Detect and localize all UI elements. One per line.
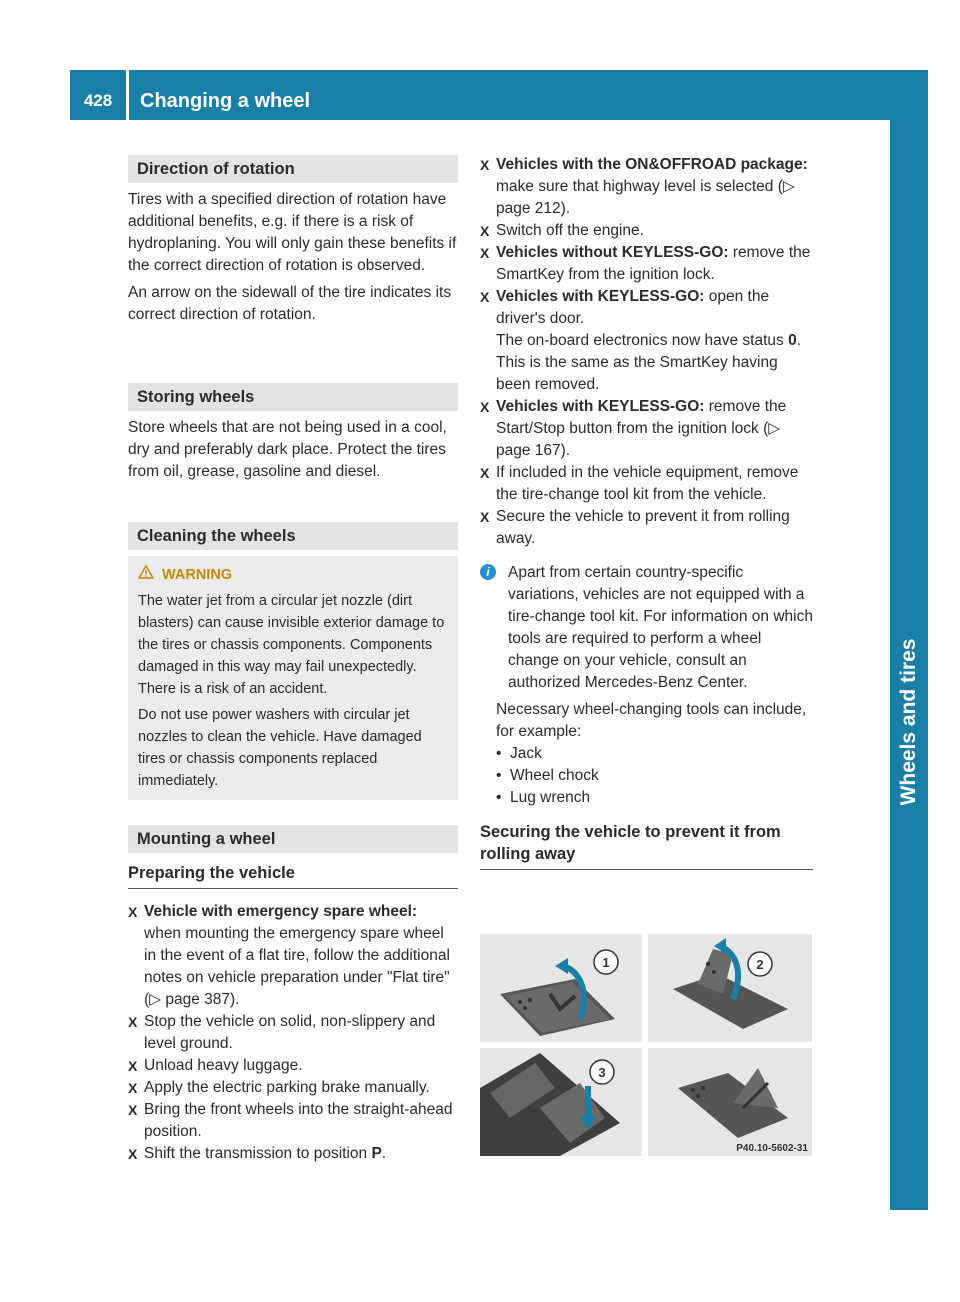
step-item: X Vehicles without KEYLESS-GO: remove the SmartKey from the ignition lock. (480, 244, 811, 283)
list-item: • Jack (496, 745, 542, 762)
sidebar-label: Wheels and tires (897, 638, 920, 806)
list-item: • Wheel chock (496, 767, 599, 784)
right-column (480, 154, 813, 870)
direction-paragraph-2: An arrow on the sidewall of the tire indicates its correct direction of rotation. (128, 284, 452, 323)
step-arrow-icon: X (128, 1102, 138, 1118)
diagram-panel-2 (648, 934, 812, 1042)
step-item: X Shift the transmission to position P. (128, 1143, 458, 1165)
storing-section (128, 383, 458, 483)
step-arrow-icon: X (480, 289, 490, 305)
step-arrow-icon: X (480, 245, 490, 261)
warning-text-1: The water jet from a circular jet nozzle (dirt blasters) can cause invisible exterior damage to the tires or chassis components. Components damaged in this way may fail unexpectedly. There is a risk of an accident. (138, 593, 445, 697)
warning-text-2: Do not use power washers with circular jet nozzles to clean the vehicle. Have damaged tires or chassis components replaced immediately. (138, 707, 422, 789)
wheel-chock-diagram (480, 934, 812, 1156)
step-arrow-icon: X (480, 223, 490, 239)
step-item: X Apply the electric parking brake manually. (128, 1077, 458, 1099)
step-arrow-icon: X (480, 465, 490, 481)
cleaning-section (128, 522, 458, 800)
left-column (128, 155, 458, 326)
step-arrow-icon: X (128, 1014, 138, 1030)
callout-1: 1 (602, 955, 610, 970)
callout-2: 2 (756, 957, 764, 972)
chapter-title: Changing a wheel (140, 90, 311, 112)
diagram-panel-3 (480, 1048, 642, 1156)
step-item: X If included in the vehicle equipment, remove the tire-change tool kit from the vehicle. (480, 464, 799, 503)
section-heading-mounting: Mounting a wheel (128, 825, 458, 853)
step-item: X Vehicles with the ON&OFFROAD package: make sure that highway level is selected (▷ page 212). (480, 156, 808, 217)
info-text-2: Necessary wheel-changing tools can include, for example: (496, 701, 807, 740)
storing-paragraph: Store wheels that are not being used in a cool, dry and preferably dark place. Protect the tires from oil, grease, gasoline and diesel. (128, 419, 447, 480)
step-item: X Bring the front wheels into the straight-ahead position. (128, 1101, 453, 1140)
figure-id: P40.10-5602-31 (736, 1143, 808, 1154)
step-item: X Vehicles with KEYLESS-GO: open the driver's door. The on-board electronics now have status 0. This is the same as the SmartKey having been removed. (480, 288, 802, 393)
step-arrow-icon: X (128, 1080, 138, 1096)
step-arrow-icon: X (480, 157, 490, 173)
section-heading-cleaning: Cleaning the wheels (128, 522, 458, 550)
diagram-panel-4 (648, 1048, 812, 1156)
step-item: X Vehicles with KEYLESS-GO: remove the Start/Stop button from the ignition lock (▷ page 167). (480, 398, 787, 459)
info-text-1: Apart from certain country-specific variations, vehicles are not equipped with a tire-change tool kit. For information on which tools are required to perform a wheel change on your vehicle, consult an authorized Mercedes-Benz Center. (508, 564, 813, 691)
subheading-preparing: Preparing the vehicle (128, 862, 458, 889)
step-item: X Unload heavy luggage. (128, 1055, 458, 1077)
section-heading-storing: Storing wheels (128, 383, 458, 411)
step-arrow-icon: X (480, 509, 490, 525)
page-header (70, 70, 890, 120)
subheading-securing: Securing the vehicle to prevent it from rolling away (480, 821, 813, 870)
diagram-panel-1 (480, 934, 642, 1042)
header-separator (126, 70, 129, 120)
page-number: 428 (83, 91, 113, 110)
info-icon: i (480, 564, 496, 580)
step-arrow-icon: X (480, 399, 490, 415)
step-item: X Stop the vehicle on solid, non-slippery and level ground. (128, 1013, 436, 1052)
warning-triangle-icon (138, 564, 154, 586)
warning-title: WARNING (138, 564, 448, 586)
list-item: • Lug wrench (496, 789, 591, 806)
step-arrow-icon: X (128, 904, 138, 920)
step-item: X Switch off the engine. (480, 220, 813, 242)
step-arrow-icon: X (128, 1058, 138, 1074)
mounting-section (128, 825, 458, 1165)
callout-3: 3 (598, 1065, 606, 1080)
direction-paragraph-1: Tires with a specified direction of rotation have additional benefits, e.g. if there is a risk of hydroplaning. You will only gain these benefits if the correct direction of rotation is observed. (128, 191, 457, 274)
info-note (480, 562, 813, 809)
step-item: X Secure the vehicle to prevent it from rolling away. (480, 508, 790, 547)
chapter-sidebar-tab (890, 70, 928, 1210)
step-arrow-icon: X (128, 1146, 138, 1162)
warning-box (128, 556, 458, 800)
section-heading-direction: Direction of rotation (128, 155, 458, 183)
step-item: X Vehicle with emergency spare wheel: when mounting the emergency spare wheel in the event of a flat tire, follow the additional notes on vehicle preparation under "Flat tire" (▷ page 387). (128, 903, 450, 1008)
